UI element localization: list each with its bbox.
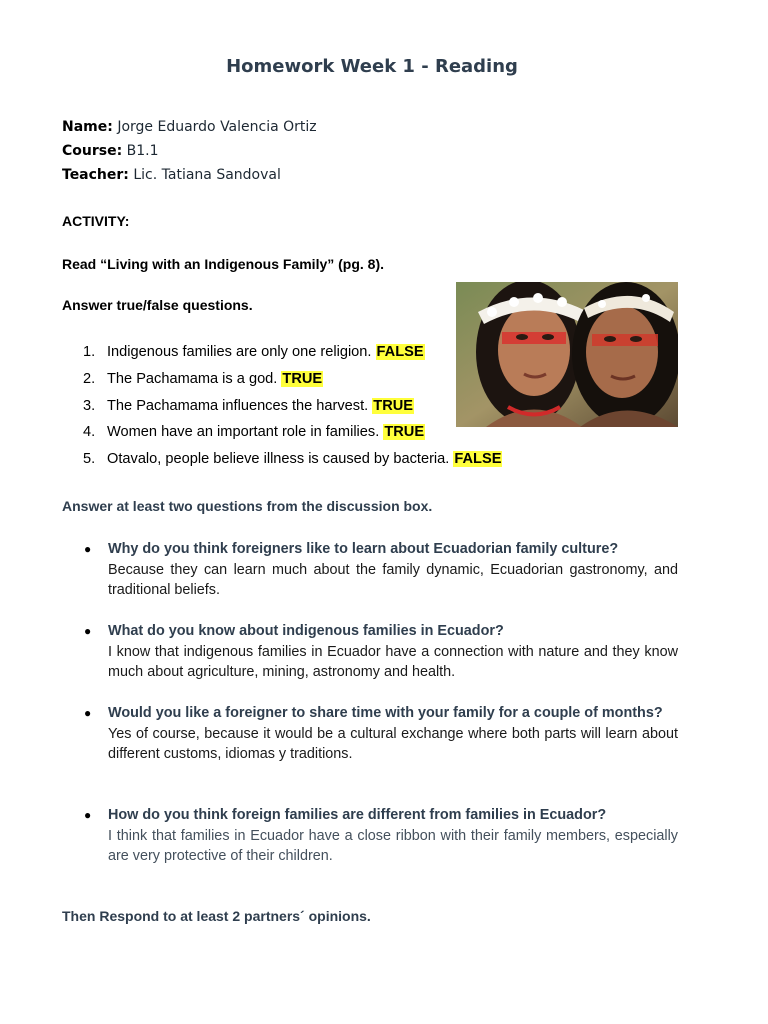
name-row [62,117,317,141]
discussion-answer: I know that indigenous families in Ecuador have a connection with nature and they know much about agriculture, mining, astronomy and health. [108,643,678,680]
list-item: 1. Indigenous families are only one religion. FALSE [83,344,424,360]
list-item: 5. Otavalo, people believe illness is caused by bacteria. FALSE [83,451,502,468]
student-info [62,117,317,189]
indigenous-women-photo [456,282,678,427]
discussion-item [84,621,678,683]
discussion-question: Why do you think foreigners like to learn about Ecuadorian family culture? [108,541,619,557]
activity-label: ACTIVITY: [62,213,130,229]
discussion-answer: I think that families in Ecuador have a close ribbon with their family members, especially are very protective of their children. [108,827,678,864]
course-label: Course: [62,143,123,159]
tf-instruction: Answer true/false questions. [62,297,253,313]
discussion-item [84,703,678,765]
discussion-question: What do you know about indigenous families in Ecuador? [108,623,504,639]
discussion-question: Would you like a foreigner to share time with your family for a couple of months? [108,705,663,721]
discussion-question: How do you think foreign families are different from families in Ecuador? [108,807,607,823]
read-instruction: Read “Living with an Indigenous Family” (pg. 8). [62,256,385,272]
bullet: ● [84,706,92,720]
discussion-answer: Yes of course, because it would be a cultural exchange where both parts will learn about different customs, idiomas y traditions. [108,725,678,762]
discussion-item [84,805,678,867]
document-title: Homework Week 1 - Reading [226,56,518,77]
discussion-heading: Answer at least two questions from the discussion box. [62,498,433,514]
true-false-list [83,342,502,476]
list-item: 4. Women have an important role in families. TRUE [83,424,425,441]
teacher-row [62,165,317,189]
bullet: ● [84,542,92,556]
answer-highlight: TRUE [373,397,414,414]
discussion-answer: Because they can learn much about the family dynamic, Ecuadorian gastronomy, and traditional beliefs. [108,561,678,598]
answer-highlight: TRUE [384,424,425,441]
course-value: B1.1 [126,143,159,159]
teacher-label: Teacher: [62,167,129,183]
name-value: Jorge Eduardo Valencia Ortiz [117,119,317,135]
answer-highlight: FALSE [376,344,424,360]
course-row [62,141,317,165]
list-item: 2. The Pachamama is a god. TRUE [83,370,323,387]
closing-instruction: Then Respond to at least 2 partners´ opinions. [62,908,371,924]
teacher-value: Lic. Tatiana Sandoval [133,167,281,183]
discussion-item [84,539,678,601]
name-label: Name: [62,119,113,135]
answer-highlight: FALSE [454,451,502,468]
bullet: ● [84,808,92,822]
bullet: ● [84,624,92,638]
list-item: 3. The Pachamama influences the harvest. TRUE [83,397,414,414]
answer-highlight: TRUE [282,370,323,387]
